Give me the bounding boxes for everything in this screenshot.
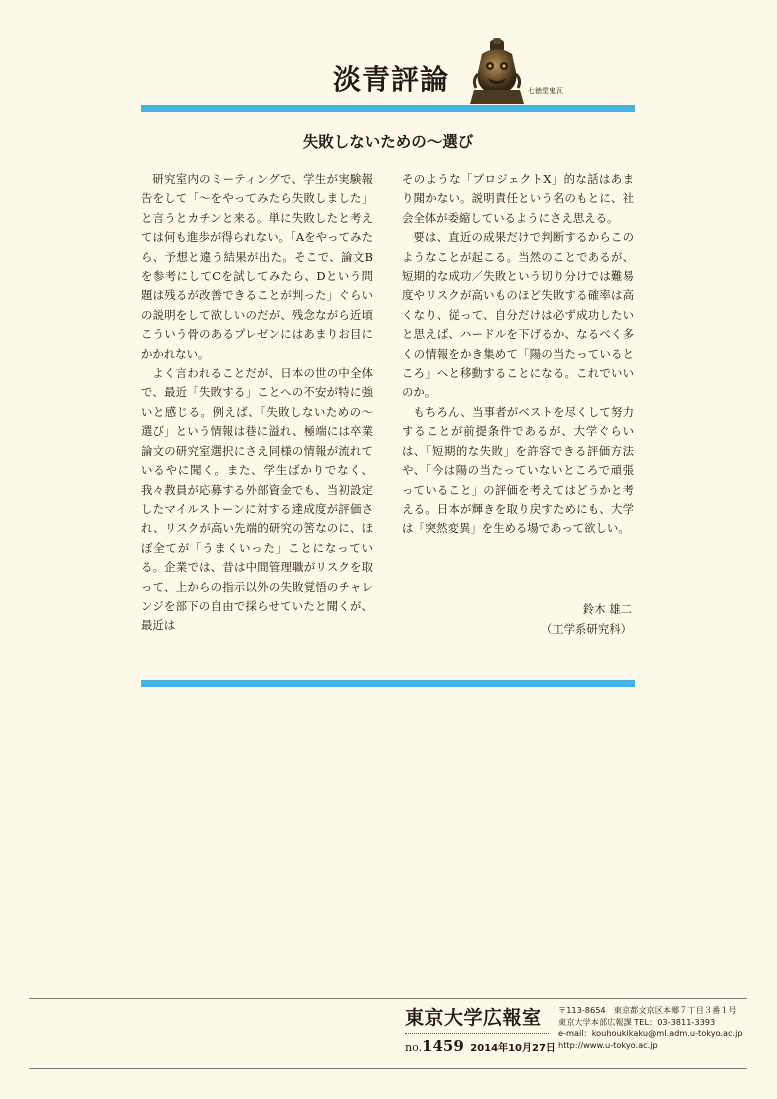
- issue-info: [405, 1038, 556, 1057]
- bottom-accent-rule: [141, 680, 635, 687]
- department-phone: 東京大学本部広報課 TEL：03-3811-3393: [558, 1016, 716, 1027]
- masthead-title: 淡青評論: [333, 63, 450, 96]
- author-name: 鈴木 雄二: [582, 602, 632, 616]
- publisher-name: 東京大学広報室: [405, 1007, 542, 1029]
- paragraph: よく言われることだが、日本の世の中全体で、最近「失敗する」ことへの不安が特に強いと感じる。例えば、「失敗しないための〜選び」という情報は巷に溢れ、極端には卒業論文の研究室選択にさえ同様の情報が流れているやに聞く。また、学生ばかりでなく、我々教員が応募する外部資金でも、当初設定したマイルストーンに対する達成度が評価され、リスクが高い先端的研究の筈なのに、ほぼ全てが「うまくいった」ことになっている。企業では、昔は中間管理職がリスクを取って、上からの指示以外の失敗覚悟のチャレンジを部下の自由で採らせていたと聞くが、最近は: [141, 366, 373, 633]
- contact-info: [558, 1005, 743, 1051]
- author-affiliation: （工学系研究科）: [540, 622, 632, 636]
- paragraph: 研究室内のミーティングで、学生が実験報告をして「〜をやってみたら失敗しました」と言うとカチンと来る。単に失敗したと考えては何も進歩が得られない。「Aをやってみたら、予想と違う結果が出た。そこで、論文Bを参考にしてCを試してみたら、Dという問題は残るが改善できることが判った」ぐらいの説明をして欲しいのだが、残念ながら近頃こういう骨のあるプレゼンにはあまりお目にかかれない。: [141, 172, 373, 361]
- paragraph: 要は、直近の成果だけで判断するからこのようなことが起こる。当然のことであるが、短期的な成功／失敗という切り分けでは難易度やリスクが高いものほど失敗する確率は高くなり、従って、自分だけは必ず成功したいと思えば、ハードルを下げるか、なるべく多くの情報をかき集めて「陽の当たっているところ」へと移動することになる。これでいいのか。: [402, 230, 634, 400]
- paragraph-continuation: そのような「プロジェクトX」的な話はあまり聞かない。説明責任という名のもとに、社会全体が委縮しているようにさえ思える。: [402, 172, 634, 225]
- onigawara-statue-image: [468, 38, 526, 104]
- paragraph: もちろん、当事者がベストを尽くして努力することが前提条件であるが、大学ぐらいは、「短期的な失敗」を許容できる評価方法や、「今は陽の当たっていないところで頑張っていること」の評価を考えてはどうかと考える。日本が輝きを取り戻すためにも、大学は「突然変異」を生める場であって欲しい。: [402, 404, 634, 536]
- image-caption: 七徳堂鬼瓦: [528, 87, 563, 95]
- issue-number: 1459: [422, 1037, 464, 1055]
- footer-dotted-divider: [405, 1033, 549, 1034]
- postal-address: 〒113-8654 東京都文京区本郷７丁目３番１号: [558, 1005, 737, 1015]
- footer-divider-top: [29, 998, 747, 999]
- issue-date: 2014年10月27日: [470, 1043, 556, 1054]
- article-right-column: [402, 170, 634, 539]
- article-title: 失敗しないための〜選び: [302, 132, 474, 151]
- top-accent-rule: [141, 105, 635, 112]
- contact-email: e-mail：kouhoukikaku@ml.adm.u-tokyo.ac.jp: [558, 1028, 743, 1039]
- website-url: http://www.u-tokyo.ac.jp: [558, 1039, 658, 1050]
- author-block: [402, 599, 634, 639]
- footer-divider-bottom: [29, 1068, 747, 1069]
- issue-prefix: no.: [405, 1041, 423, 1054]
- article-left-column: [141, 170, 373, 636]
